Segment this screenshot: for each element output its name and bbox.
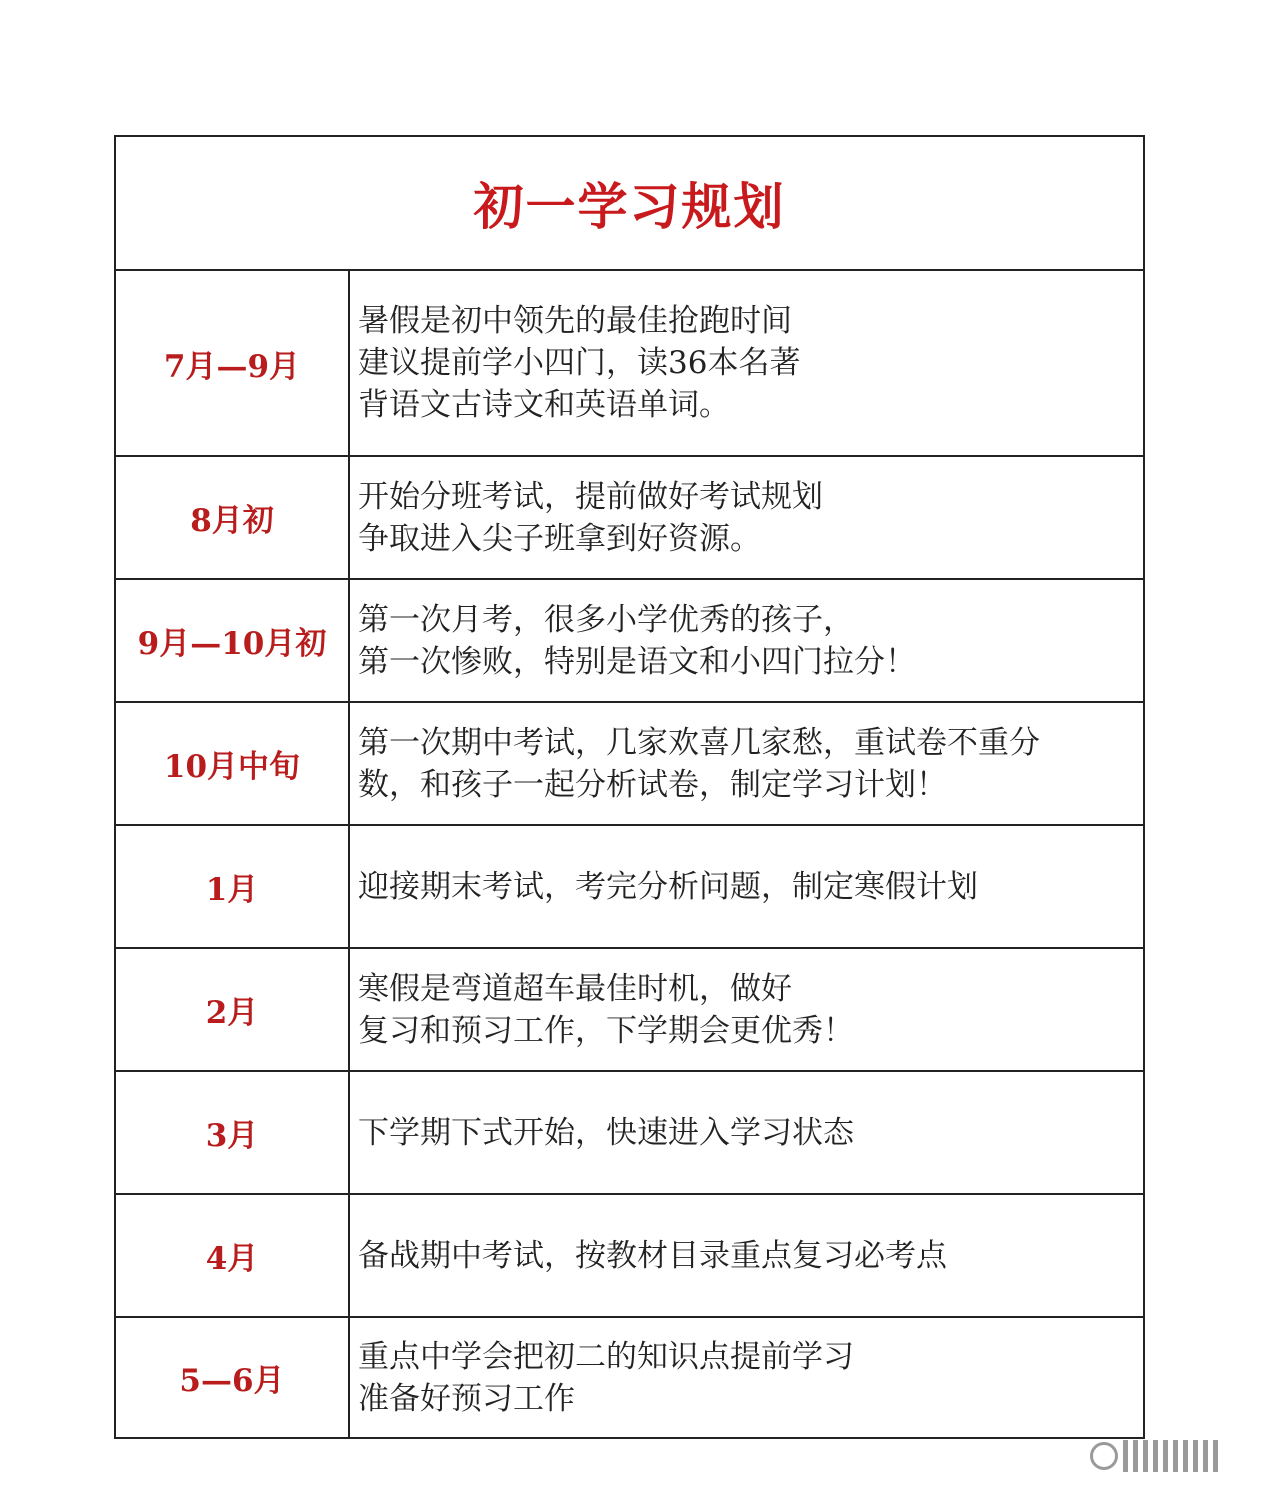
table-row — [116, 826, 1143, 949]
description-line: 下学期下式开始，快速进入学习状态 — [358, 1114, 854, 1151]
description-line: 第一次惨败，特别是语文和小四门拉分！ — [358, 643, 916, 680]
page-title: 初一学习规划 — [473, 177, 786, 236]
description-cell — [350, 580, 1143, 701]
description-line: 建议提前学小四门，读36本名著 — [358, 345, 801, 381]
description-line: 寒假是弯道超车最佳时机，做好 — [358, 970, 792, 1007]
description-cell — [350, 1195, 1143, 1316]
description-cell — [350, 457, 1143, 578]
description-cell — [350, 826, 1143, 947]
period-cell: 10月中旬 — [116, 703, 350, 824]
plan-table — [114, 135, 1145, 1439]
table-row — [116, 1318, 1143, 1437]
description-line: 开始分班考试，提前做好考试规划 — [358, 478, 823, 515]
description-line: 复习和预习工作，下学期会更优秀！ — [358, 1012, 854, 1049]
description-line: 迎接期末考试，考完分析问题，制定寒假计划 — [358, 868, 978, 905]
period-cell: 3月 — [116, 1072, 350, 1193]
period-cell: 5—6月 — [116, 1318, 350, 1437]
period-cell: 4月 — [116, 1195, 350, 1316]
comment-bubble-icon — [1090, 1442, 1118, 1470]
table-row — [116, 1072, 1143, 1195]
table-row — [116, 580, 1143, 703]
period-cell: 1月 — [116, 826, 350, 947]
description-cell — [350, 703, 1143, 824]
period-cell: 8月初 — [116, 457, 350, 578]
description-line: 数，和孩子一起分析试卷，制定学习计划！ — [358, 766, 947, 803]
description-cell — [350, 1318, 1143, 1437]
description-line: 争取进入尖子班拿到好资源。 — [358, 520, 761, 557]
comment-bars-icon — [1090, 1436, 1250, 1476]
description-cell — [350, 271, 1143, 455]
table-row — [116, 271, 1143, 457]
period-cell: 7月—9月 — [116, 271, 350, 455]
description-cell — [350, 1072, 1143, 1193]
table-row — [116, 949, 1143, 1072]
table-row — [116, 703, 1143, 826]
description-line: 背语文古诗文和英语单词。 — [358, 387, 730, 423]
description-line: 备战期中考试，按教材目录重点复习必考点 — [358, 1237, 947, 1274]
description-cell — [350, 949, 1143, 1070]
description-line: 准备好预习工作 — [358, 1380, 575, 1417]
period-cell: 9月—10月初 — [116, 580, 350, 701]
description-line: 第一次期中考试，几家欢喜几家愁，重试卷不重分 — [358, 724, 1040, 761]
title-row — [116, 137, 1143, 271]
table-row — [116, 1195, 1143, 1318]
description-line: 重点中学会把初二的知识点提前学习 — [358, 1338, 854, 1375]
description-line: 第一次月考，很多小学优秀的孩子， — [358, 601, 854, 638]
description-line: 暑假是初中领先的最佳抢跑时间 — [358, 303, 792, 339]
period-cell: 2月 — [116, 949, 350, 1070]
table-row — [116, 457, 1143, 580]
